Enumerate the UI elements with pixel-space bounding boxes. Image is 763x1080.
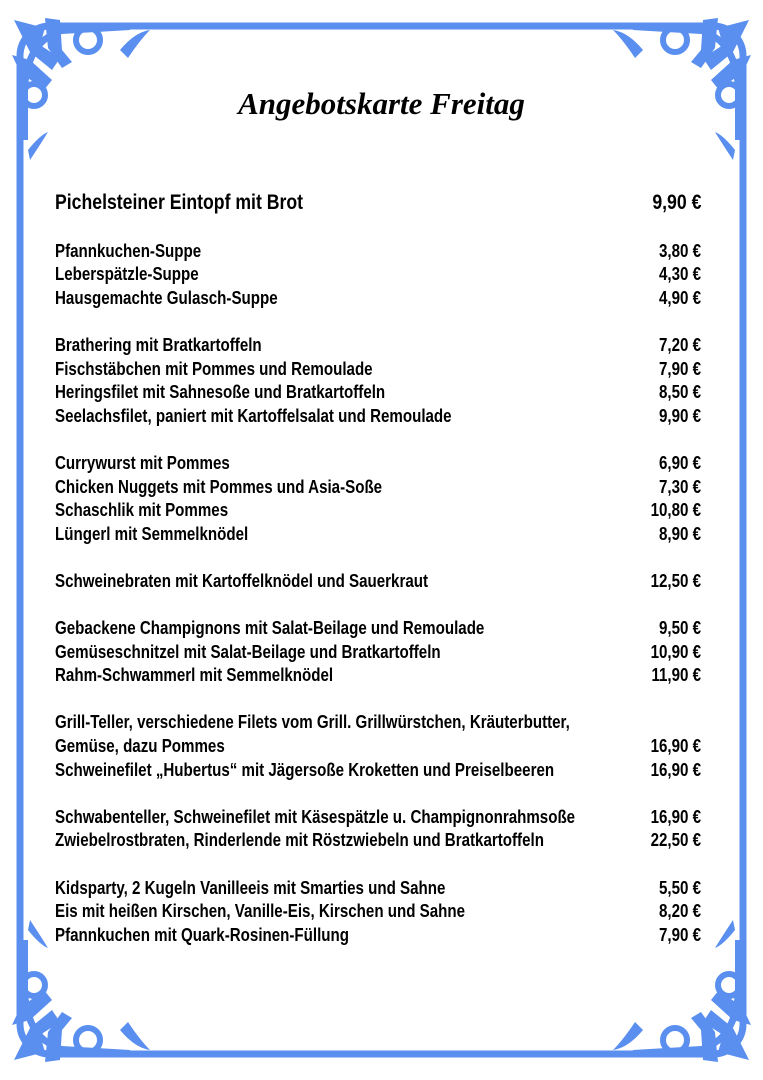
menu-item	[55, 334, 701, 358]
menu-item-name: Schwabenteller, Schweinefilet mit Käsespätzle u. Champignonrahmsoße	[55, 806, 576, 827]
menu-item	[55, 641, 701, 665]
menu-item-price: 3,80 €	[658, 240, 701, 261]
menu-item-name: Grill-Teller, verschiedene Filets vom Grill. Grillwürstchen, Kräuterbutter,	[55, 712, 570, 733]
menu-item	[55, 735, 701, 759]
menu-item-price: 7,30 €	[658, 476, 701, 497]
menu-item-name: Currywurst mit Pommes	[55, 452, 230, 473]
menu-item	[55, 452, 701, 476]
menu-item	[55, 523, 701, 547]
menu-item-name: Heringsfilet mit Sahnesoße und Bratkartoffeln	[55, 382, 386, 403]
menu-item	[55, 900, 701, 924]
group-spacer	[55, 688, 701, 712]
menu-item-price: 4,30 €	[658, 264, 701, 285]
menu-item	[55, 263, 701, 287]
menu-item	[55, 287, 701, 311]
menu-item-name: Pichelsteiner Eintopf mit Brot	[55, 191, 303, 214]
menu-item-name: Pfannkuchen mit Quark-Rosinen-Füllung	[55, 924, 350, 945]
menu-item-price: 9,90 €	[658, 405, 701, 426]
menu-item	[55, 829, 701, 853]
menu-item-price: 16,90 €	[650, 736, 701, 757]
menu-item-name: Fischstäbchen mit Pommes und Remoulade	[55, 358, 373, 379]
menu-item-name: Pfannkuchen-Suppe	[55, 240, 202, 261]
menu-item	[55, 877, 701, 901]
menu-item-name: Kidsparty, 2 Kugeln Vanilleeis mit Smarties und Sahne	[55, 877, 446, 898]
menu-item-price: 4,90 €	[658, 287, 701, 308]
menu-item	[55, 617, 701, 641]
menu-item-price: 10,90 €	[650, 641, 701, 662]
menu-item	[55, 190, 701, 216]
menu-item-price: 7,20 €	[658, 334, 701, 355]
menu-item	[55, 476, 701, 500]
menu-item-price: 7,90 €	[658, 358, 701, 379]
menu-item-price: 8,50 €	[658, 382, 701, 403]
menu-item-price: 10,80 €	[650, 500, 701, 521]
group-spacer	[55, 853, 701, 877]
menu-item-name: Gebackene Champignons mit Salat-Beilage und Remoulade	[55, 618, 485, 639]
menu-item-name: Leberspätzle-Suppe	[55, 264, 199, 285]
menu-item-price: 7,90 €	[658, 924, 701, 945]
menu-item-price: 16,90 €	[650, 759, 701, 780]
menu-item-price: 5,50 €	[658, 877, 701, 898]
menu-item	[55, 381, 701, 405]
page-title: Angebotskarte Freitag	[238, 86, 525, 121]
menu-item-price: 16,90 €	[650, 806, 701, 827]
menu-item	[55, 759, 701, 783]
menu-item-name: Rahm-Schwammerl mit Semmelknödel	[55, 665, 334, 686]
menu-item-name: Zwiebelrostbraten, Rinderlende mit Röstzwiebeln und Bratkartoffeln	[55, 830, 544, 851]
menu-item	[55, 924, 701, 948]
menu-item-price: 12,50 €	[650, 570, 701, 591]
menu-item-name: Seelachsfilet, paniert mit Kartoffelsalat und Remoulade	[55, 405, 452, 426]
menu-item	[55, 499, 701, 523]
group-spacer	[55, 310, 701, 334]
menu-item-price: 8,90 €	[658, 523, 701, 544]
menu-item	[55, 806, 701, 830]
group-spacer	[55, 594, 701, 618]
menu-item-name: Lüngerl mit Semmelknödel	[55, 523, 249, 544]
menu-item	[55, 570, 701, 594]
menu-item-name: Gemüseschnitzel mit Salat-Beilage und Bratkartoffeln	[55, 641, 441, 662]
menu-item	[55, 358, 701, 382]
menu-item	[55, 240, 701, 264]
menu-item-name: Brathering mit Bratkartoffeln	[55, 334, 262, 355]
group-spacer	[55, 782, 701, 806]
menu-item-price: 11,90 €	[651, 665, 701, 686]
menu-item-price: 9,50 €	[658, 618, 701, 639]
menu-item-name: Schaschlik mit Pommes	[55, 500, 229, 521]
menu-item-name: Schweinefilet „Hubertus“ mit Jägersoße Kroketten und Preiselbeeren	[55, 759, 555, 780]
menu-item-name: Hausgemachte Gulasch-Suppe	[55, 287, 278, 308]
menu-item	[55, 405, 701, 429]
group-spacer	[55, 216, 701, 240]
menu-item-name: Schweinebraten mit Kartoffelknödel und Sauerkraut	[55, 570, 429, 591]
menu-item-name-continued: Gemüse, dazu Pommes	[55, 736, 225, 757]
menu-item-name: Chicken Nuggets mit Pommes und Asia-Soße	[55, 476, 383, 497]
menu-item-line	[55, 711, 701, 735]
group-spacer	[55, 546, 701, 570]
menu-item-price: 22,50 €	[650, 830, 701, 851]
group-spacer	[55, 428, 701, 452]
menu-item	[55, 664, 701, 688]
menu-item-price: 9,90 €	[651, 191, 701, 214]
menu-list	[55, 190, 701, 947]
menu-item-name: Eis mit heißen Kirschen, Vanille-Eis, Kirschen und Sahne	[55, 901, 466, 922]
menu-item-price: 6,90 €	[658, 452, 701, 473]
menu-item-price: 8,20 €	[658, 901, 701, 922]
